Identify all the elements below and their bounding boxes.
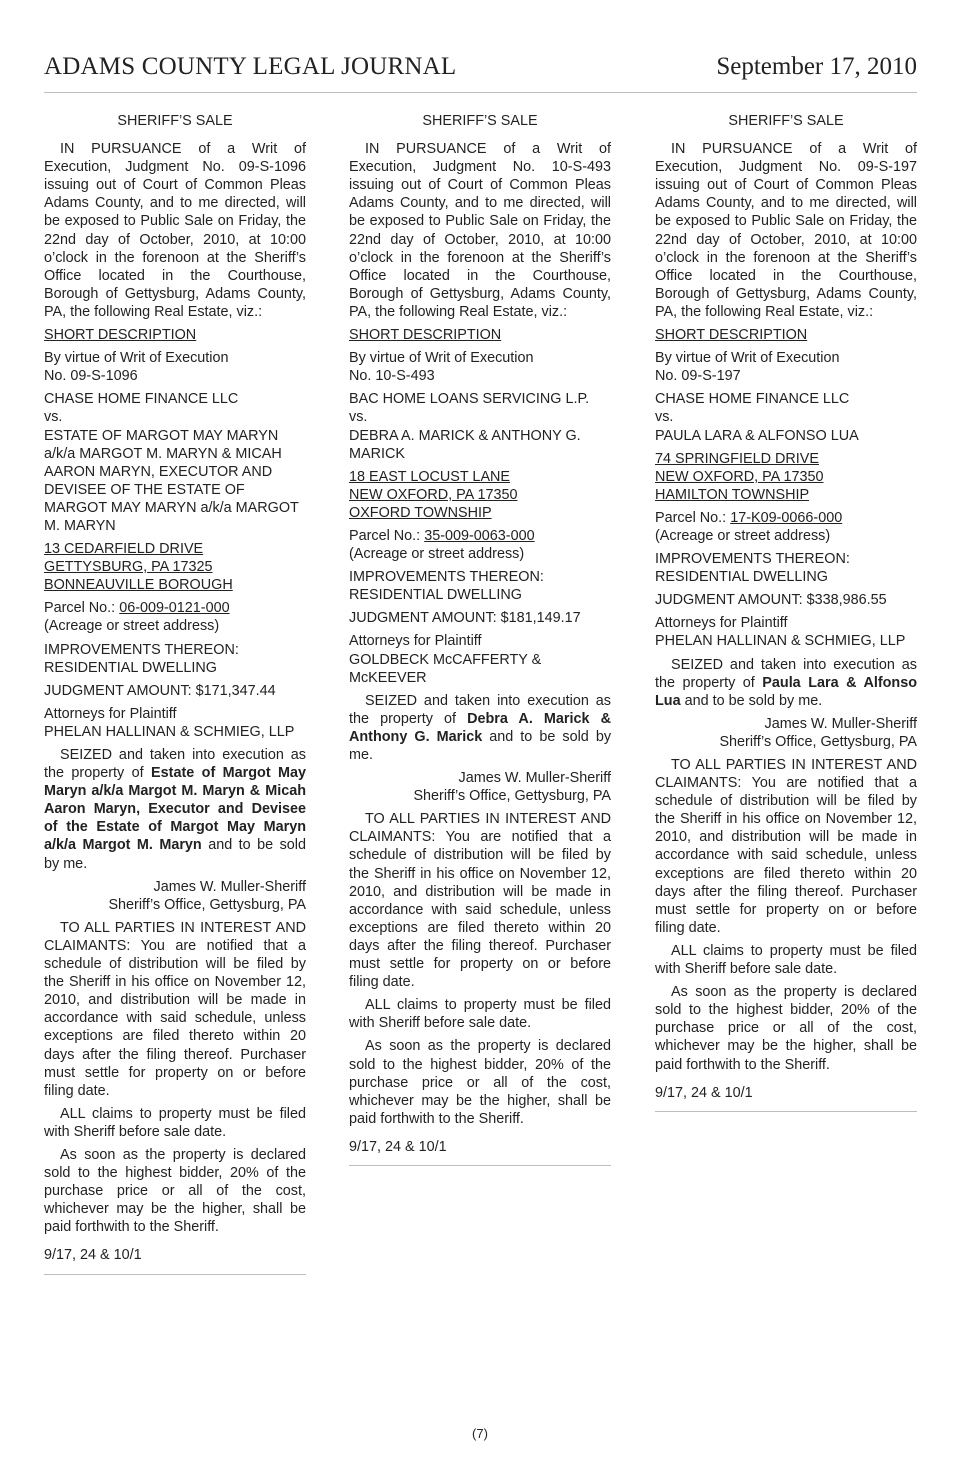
improvements-block <box>44 641 306 677</box>
writ-number: No. 09-S-197 <box>655 368 741 385</box>
parties-block <box>349 390 611 462</box>
attorneys-name: PHELAN HALLINAN & SCHMIEG, LLP <box>655 633 906 650</box>
address-line-3: BONNEAUVILLE BOROUGH <box>44 577 233 594</box>
notice-divider <box>44 1274 306 1275</box>
address-line-1: 13 CEDARFIELD DRIVE <box>44 541 204 558</box>
improvements-block <box>655 550 917 586</box>
notice-heading: SHERIFF’S SALE <box>117 113 233 129</box>
attorneys-block <box>349 632 611 686</box>
improvements-label: IMPROVEMENTS THEREON: <box>44 641 239 658</box>
page-header <box>44 50 917 93</box>
versus: vs. <box>44 409 63 426</box>
property-address <box>44 540 306 594</box>
improvements-label: IMPROVEMENTS THEREON: <box>655 551 850 568</box>
parcel-number: 06-009-0121-000 <box>119 600 230 617</box>
attorneys-block <box>44 705 306 741</box>
acreage-note: (Acreage or street address) <box>655 527 831 544</box>
address-line-1: 18 EAST LOCUST LANE <box>349 468 511 485</box>
parties-notice: TO ALL PARTIES IN INTEREST AND CLAIMANTS: You are notified that a schedule of distribution will be filed by the Sheriff in his office on November 12, 2010, and distribution will be made in accordance with said schedule, unless exceptions are filed thereto within 20 days after the filing thereof. Purchaser must settle for property on or before filing date. <box>349 811 611 991</box>
notice-column-2 <box>349 112 611 1166</box>
sheriff-name: James W. Muller-Sheriff <box>764 715 917 732</box>
journal-title: ADAMS COUNTY LEGAL JOURNAL <box>44 53 457 80</box>
writ-label: By virtue of Writ of Execution <box>349 350 534 367</box>
short-description-label: SHORT DESCRIPTION <box>349 327 502 344</box>
notice-column-3 <box>655 112 917 1112</box>
claims-notice: ALL claims to property must be filed with Sheriff before sale date. <box>655 942 917 978</box>
seized-tail: and to be sold by me. <box>684 692 823 709</box>
short-description-label: SHORT DESCRIPTION <box>44 327 197 344</box>
plaintiff-name: BAC HOME LOANS SERVICING L.P. <box>349 391 590 408</box>
attorneys-label: Attorneys for Plaintiff <box>44 705 177 722</box>
parcel-label: Parcel No.: <box>655 509 727 526</box>
notice-column-1 <box>44 112 306 1275</box>
writ-block <box>349 349 611 385</box>
notice-divider <box>349 1165 611 1166</box>
publication-dates: 9/17, 24 & 10/1 <box>655 1084 753 1101</box>
seized-text: SEIZED and taken into execution as the property of <box>44 747 306 782</box>
sheriff-name: James W. Muller-Sheriff <box>153 878 306 895</box>
judgment-amount: JUDGMENT AMOUNT: $338,986.55 <box>655 592 887 609</box>
sheriff-office: Sheriff’s Office, Gettysburg, PA <box>108 896 306 913</box>
bidder-notice: As soon as the property is declared sold to the highest bidder, 20% of the purchase price or all of the cost, whichever may be the higher, shall be paid forthwith to the Sheriff. <box>349 1038 611 1127</box>
sheriff-signature <box>349 769 611 805</box>
writ-number: No. 10-S-493 <box>349 368 435 385</box>
attorneys-block <box>655 614 917 650</box>
seized-tail: and to be sold by me. <box>44 837 307 872</box>
writ-block <box>655 349 917 385</box>
parcel-block <box>349 527 611 563</box>
defendant-name: ESTATE OF MARGOT MAY MARYN a/k/a MARGOT M. MARYN & MICAH AARON MARYN, EXECUTOR AND DEVISEE OF THE ESTATE OF MARGOT MAY MARYN a/k/a MARGOT M. MARYN <box>44 427 299 534</box>
seized-text: SEIZED and taken into execution as the property of <box>655 656 917 691</box>
attorneys-name: PHELAN HALLINAN & SCHMIEG, LLP <box>44 723 295 740</box>
bidder-notice: As soon as the property is declared sold to the highest bidder, 20% of the purchase price or all of the cost, whichever may be the higher, shall be paid forthwith to the Sheriff. <box>44 1146 306 1236</box>
versus: vs. <box>349 409 368 426</box>
sheriff-signature <box>44 878 306 914</box>
defendant-name: PAULA LARA & ALFONSO LUA <box>655 427 859 444</box>
acreage-note: (Acreage or street address) <box>349 546 525 563</box>
address-line-2: NEW OXFORD, PA 17350 <box>655 468 824 485</box>
seized-owner: Estate of Margot May Maryn a/k/a Margot M. Maryn & Micah Aaron Maryn, Executor and Devisee of the Estate of Margot May Maryn a/k/a Margot M. Maryn <box>44 765 307 854</box>
seized-paragraph <box>655 656 917 710</box>
sheriff-name: James W. Muller-Sheriff <box>458 770 611 787</box>
improvements-value: RESIDENTIAL DWELLING <box>349 587 522 604</box>
short-description-label: SHORT DESCRIPTION <box>655 327 808 344</box>
plaintiff-name: CHASE HOME FINANCE LLC <box>655 391 850 408</box>
claims-notice: ALL claims to property must be filed with Sheriff before sale date. <box>44 1105 306 1140</box>
sheriff-signature <box>655 715 917 751</box>
improvements-block <box>349 568 611 604</box>
claims-notice: ALL claims to property must be filed with Sheriff before sale date. <box>349 997 611 1032</box>
writ-block <box>44 349 306 385</box>
parties-notice: TO ALL PARTIES IN INTEREST AND CLAIMANTS: You are notified that a schedule of distribution will be filed by the Sheriff in his office on November 12, 2010, and distribution will be made in accordance with said schedule, unless exceptions are filed thereto within 20 days after the filing thereof. Purchaser must settle for property on or before filing date. <box>655 757 917 936</box>
versus: vs. <box>655 409 674 426</box>
attorneys-label: Attorneys for Plaintiff <box>655 615 788 632</box>
notice-intro: IN PURSUANCE of a Writ of Execution, Judgment No. 09-S-1096 issuing out of Court of Common Pleas Adams County, and to me directed, will be exposed to Public Sale on Friday, the 22nd day of October, 2010, at 10:00 o’clock in the forenoon at the Sheriff’s Office located in the Courthouse, Borough of Gettysburg, Adams County, PA, the following Real Estate, viz.: <box>44 141 306 320</box>
publication-dates: 9/17, 24 & 10/1 <box>44 1247 142 1264</box>
parties-block <box>655 390 917 444</box>
attorneys-name: GOLDBECK McCAFFERTY & McKEEVER <box>349 651 542 686</box>
parties-notice: TO ALL PARTIES IN INTEREST AND CLAIMANTS: You are notified that a schedule of distribution will be filed by the Sheriff in his office on November 12, 2010, and distribution will be made in accordance with said schedule, unless exceptions are filed thereto within 20 days after the filing thereof. Purchaser must settle for property on or before filing date. <box>44 919 306 1099</box>
writ-label: By virtue of Writ of Execution <box>655 350 840 367</box>
parcel-number: 35-009-0063-000 <box>424 527 535 544</box>
notice-intro: IN PURSUANCE of a Writ of Execution, Judgment No. 09-S-197 issuing out of Court of Common Pleas Adams County, and to me directed, will be exposed to Public Sale on Friday, the 22nd day of October, 2010, at 10:00 o’clock in the forenoon at the Sheriff’s Office located in the Courthouse, Borough of Gettysburg, Adams County, PA, the following Real Estate, viz.: <box>655 141 917 320</box>
plaintiff-name: CHASE HOME FINANCE LLC <box>44 391 239 408</box>
parcel-block <box>655 509 917 545</box>
improvements-label: IMPROVEMENTS THEREON: <box>349 569 544 586</box>
judgment-amount: JUDGMENT AMOUNT: $181,149.17 <box>349 610 581 627</box>
judgment-amount: JUDGMENT AMOUNT: $171,347.44 <box>44 682 276 699</box>
notice-intro: IN PURSUANCE of a Writ of Execution, Judgment No. 10-S-493 issuing out of Court of Common Pleas Adams County, and to me directed, will be exposed to Public Sale on Friday, the 22nd day of October, 2010, at 10:00 o’clock in the forenoon at the Sheriff’s Office located in the Courthouse, Borough of Gettysburg, Adams County, PA, the following Real Estate, viz.: <box>349 141 611 320</box>
property-address <box>349 468 611 522</box>
issue-date: September 17, 2010 <box>716 53 917 80</box>
address-line-2: NEW OXFORD, PA 17350 <box>349 486 518 503</box>
seized-paragraph <box>349 692 611 764</box>
sheriff-office: Sheriff’s Office, Gettysburg, PA <box>413 788 611 805</box>
defendant-name: DEBRA A. MARICK & ANTHONY G. MARICK <box>349 427 581 462</box>
parcel-label: Parcel No.: <box>44 600 116 617</box>
bidder-notice: As soon as the property is declared sold to the highest bidder, 20% of the purchase price or all of the cost, whichever may be the higher, shall be paid forthwith to the Sheriff. <box>655 984 917 1073</box>
page-number: (7) <box>472 1426 488 1441</box>
address-line-2: GETTYSBURG, PA 17325 <box>44 559 213 576</box>
sheriff-office: Sheriff’s Office, Gettysburg, PA <box>719 733 917 750</box>
publication-dates: 9/17, 24 & 10/1 <box>349 1138 447 1155</box>
parties-block <box>44 390 306 535</box>
address-line-3: OXFORD TOWNSHIP <box>349 504 492 521</box>
improvements-value: RESIDENTIAL DWELLING <box>655 569 828 586</box>
property-address <box>655 450 917 504</box>
acreage-note: (Acreage or street address) <box>44 618 220 635</box>
address-line-3: HAMILTON TOWNSHIP <box>655 486 810 503</box>
seized-owner: Debra A. Marick & Anthony G. Marick <box>349 710 611 745</box>
parcel-number: 17-K09-0066-000 <box>730 509 843 526</box>
notice-heading: SHERIFF’S SALE <box>422 113 538 129</box>
notice-heading: SHERIFF’S SALE <box>728 113 844 129</box>
seized-paragraph <box>44 746 306 873</box>
address-line-1: 74 SPRINGFIELD DRIVE <box>655 450 819 467</box>
seized-tail: and to be sold by me. <box>349 728 612 763</box>
seized-owner: Paula Lara & Alfonso Lua <box>655 674 917 709</box>
notice-divider <box>655 1111 917 1112</box>
parcel-label: Parcel No.: <box>349 527 421 544</box>
improvements-value: RESIDENTIAL DWELLING <box>44 659 217 676</box>
writ-label: By virtue of Writ of Execution <box>44 350 229 367</box>
parcel-block <box>44 599 306 635</box>
attorneys-label: Attorneys for Plaintiff <box>349 633 482 650</box>
seized-text: SEIZED and taken into execution as the property of <box>349 692 611 727</box>
writ-number: No. 09-S-1096 <box>44 368 138 385</box>
